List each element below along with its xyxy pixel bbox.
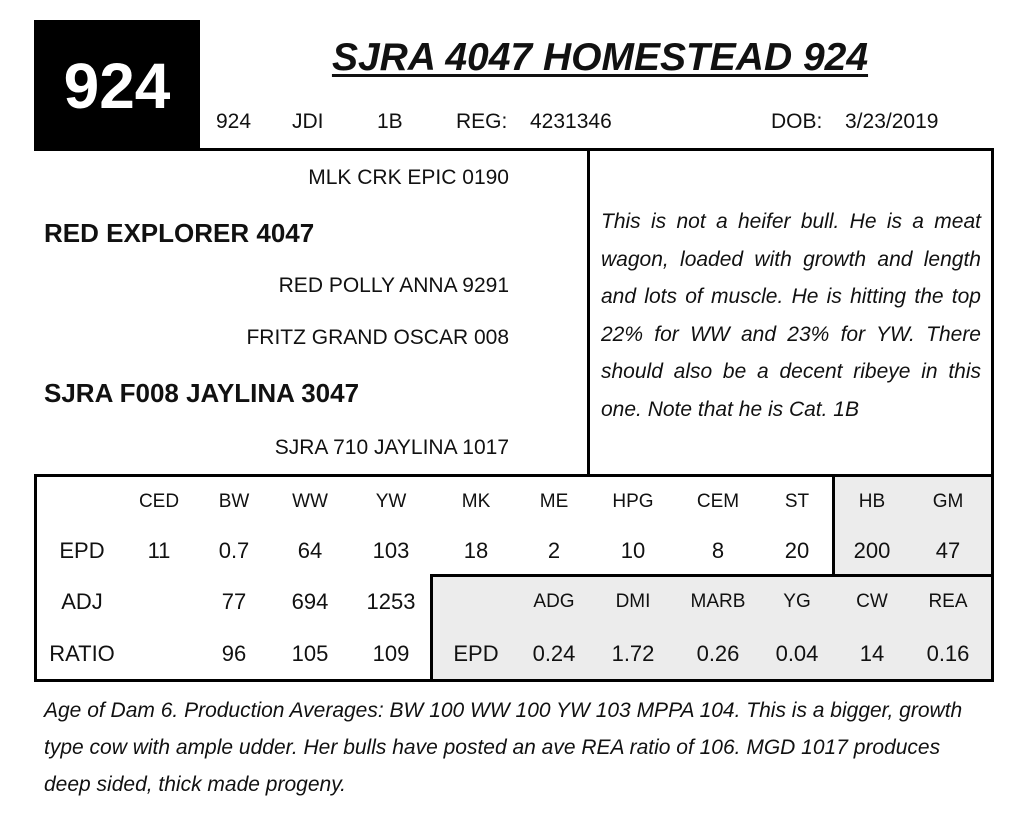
epd-hb: 200	[853, 538, 891, 563]
epd-ced: 11	[147, 538, 171, 563]
epd-ww: 64	[297, 538, 323, 563]
hdr-me: ME	[539, 491, 569, 512]
hdr-bw: BW	[218, 491, 250, 512]
epd-rea: 0.16	[926, 641, 970, 666]
dam-dam: SJRA 710 JAYLINA 1017	[274, 436, 509, 459]
hb-bottom	[832, 574, 994, 577]
adj-yw: 1253	[366, 589, 416, 614]
dam-sire: FRITZ GRAND OSCAR 008	[246, 326, 509, 349]
hdr-marb: MARB	[690, 591, 746, 612]
reg-label: REG:	[456, 110, 508, 133]
adj-bw: 77	[221, 589, 247, 614]
hb-divider	[832, 474, 835, 576]
brand: JDI	[292, 110, 324, 133]
epd-yw: 103	[372, 538, 410, 563]
dam: SJRA F008 JAYLINA 3047	[44, 378, 360, 408]
hdr-yg: YG	[783, 591, 811, 612]
dob: 3/23/2019	[845, 110, 939, 133]
epd-table	[34, 474, 994, 682]
dam-notes: Age of Dam 6. Production Averages: BW 100 WW 100 YW 103 MPPA 104. This is a bigger, growth type cow with ample udder. Her bulls have posted an ave REA ratio of 106. MGD 1017 produces deep sided, thick made progeny.	[44, 699, 963, 796]
epd-yg: 0.04	[775, 641, 819, 666]
ratio-ww: 105	[291, 641, 329, 666]
pedigree-divider	[587, 148, 590, 475]
hdr-mk: MK	[461, 491, 491, 512]
ratio-row-label: RATIO	[49, 641, 115, 666]
reg-number: 4231346	[530, 110, 612, 133]
animal-name: SJRA 4047 HOMESTEAD 924	[331, 36, 869, 79]
hdr-yw: YW	[375, 491, 407, 512]
sire-dam: RED POLLY ANNA 9291	[278, 274, 509, 297]
hdr-ww: WW	[292, 491, 328, 512]
hdr-rea: REA	[928, 591, 968, 612]
hdr-cw: CW	[856, 591, 888, 612]
epd-cw: 14	[859, 641, 885, 666]
hdr-adg: ADG	[533, 591, 575, 612]
epd-row-label: EPD	[59, 538, 105, 563]
category: 1B	[377, 110, 403, 133]
hdr-hb: HB	[858, 491, 886, 512]
carcass-top	[432, 574, 834, 577]
hdr-dmi: DMI	[615, 591, 651, 612]
bull-comment: This is not a heifer bull. He is a meat wagon, loaded with growth and length and lots of muscle. He is hitting the top 22% for WW and 23% for YW. There should also be a decent ribeye in this one. Note that he is Cat. 1B	[601, 210, 981, 421]
lot-number: 924	[34, 20, 200, 151]
carcass-left	[430, 574, 433, 682]
epd-adg: 0.24	[532, 641, 576, 666]
epd-marb: 0.26	[696, 641, 740, 666]
hdr-ced: CED	[138, 491, 180, 512]
epd-gm: 47	[935, 538, 961, 563]
epd-st: 20	[784, 538, 810, 563]
epd-me: 2	[547, 538, 561, 563]
dob-label: DOB:	[771, 110, 823, 133]
epd-dmi: 1.72	[611, 641, 655, 666]
comment-border-right	[991, 148, 994, 475]
ratio-bw: 96	[221, 641, 247, 666]
carcass-epd-label: EPD	[453, 641, 499, 666]
tattoo: 924	[216, 110, 252, 133]
hdr-st: ST	[784, 491, 810, 512]
adj-row-label: ADJ	[61, 589, 103, 614]
header-divider	[34, 148, 994, 151]
sire-sire: MLK CRK EPIC 0190	[308, 166, 509, 189]
ratio-yw: 109	[372, 641, 410, 666]
epd-mk: 18	[463, 538, 489, 563]
epd-cem: 8	[711, 538, 725, 563]
epd-bw: 0.7	[218, 538, 250, 563]
hdr-hpg: HPG	[612, 491, 654, 512]
adj-ww: 694	[291, 589, 329, 614]
hdr-gm: GM	[932, 491, 964, 512]
sire: RED EXPLORER 4047	[44, 218, 315, 248]
epd-hpg: 10	[620, 538, 646, 563]
hdr-cem: CEM	[696, 491, 740, 512]
